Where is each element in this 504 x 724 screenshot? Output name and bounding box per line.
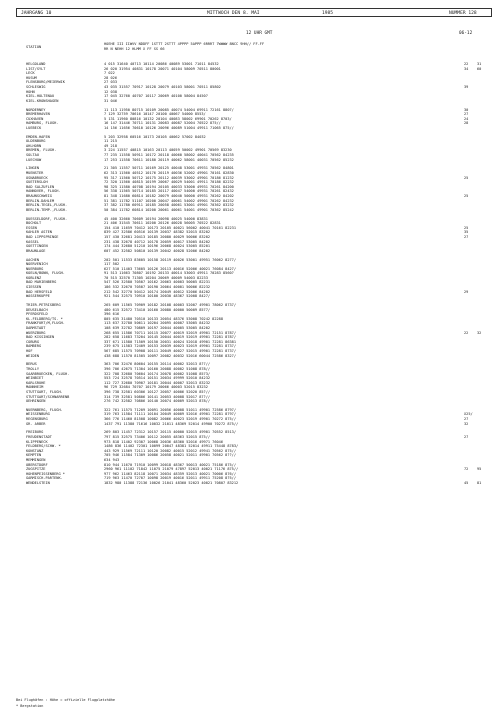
- extra-value-1: 27: [464, 234, 469, 239]
- station-name: MEMMINGEN: [26, 458, 46, 462]
- code-column-header: HOEHE III IIWVV NDDFF 1STTT 2STTT 4PPPP 5APPP 6RRRT 7WWWW 8NCC 9HH// FF-FF: [104, 42, 265, 46]
- station-name: BOCHOLT: [26, 221, 42, 226]
- observation-codes: 70 515 32570 71305 10204 20069 40009 54003 82233: [104, 275, 208, 280]
- station-name: KL.FELDBERG/TS. *: [26, 316, 63, 321]
- observation-codes: 113 637 32780 50611 10204 20095 40007 53005 84232: [104, 321, 211, 326]
- observation-codes: 77 235 11558 50911 10172 20118 40060 58002 40041 70562 84235: [104, 153, 234, 158]
- table-row: [16, 399, 492, 404]
- station-name: WEINBIET: [26, 376, 44, 381]
- station-name: KEMPTEN: [26, 453, 42, 458]
- observation-codes: 56 338 11565 50714 10185 20117 40047 54000 49931 70261 82432: [104, 189, 234, 194]
- extra-value-1: 45: [464, 480, 469, 485]
- station-name: LECK: [26, 71, 35, 76]
- observation-codes: 17 045 32760 40707 10117 20069 40100 58004 8450?: [104, 94, 208, 99]
- extra-value-1: 29: [464, 289, 469, 294]
- table-row: [16, 99, 492, 104]
- observation-codes: 37 382 11780 60911 10185 20058 40061 53001 49901 70362 83232: [104, 203, 234, 208]
- station-name: COBURG: [26, 339, 39, 344]
- observation-codes: 337 671 11580 71509 10150 20031 40024 52018 49901 72281 86381: [104, 339, 236, 344]
- observation-codes: 1832 980 11388 72136 10026 21041 48360 52023 40021 70807 83212: [104, 480, 239, 485]
- station-name: NOERVENICH: [26, 262, 48, 267]
- observation-codes: 117 502: [104, 262, 120, 267]
- station-name: BREMERHAVEN: [26, 112, 50, 117]
- observation-codes: 396 706 42675 71304 10160 20088 40002 51008 878//: [104, 366, 211, 371]
- station-name: HANNOVER, FLUGH.: [26, 189, 61, 194]
- observation-codes: 231 438 32678 40712 10178 20059 40017 53005 84202: [104, 239, 211, 244]
- observation-codes: 157 430 32681 20413 10185 20080 40029 50006 83202: [104, 234, 211, 239]
- observation-codes: 186 532 32670 70507 10190 20064 40001 50006 82232: [104, 285, 211, 290]
- station-group: [16, 166, 492, 212]
- table-row: [16, 481, 492, 486]
- observation-codes: 265 609 11565 70909 10182 20108 40003 52007 49901 78062 8737/: [104, 303, 236, 308]
- station-name: OSNABRUECK: [26, 175, 48, 180]
- station-name: WUERZBURG: [26, 330, 46, 335]
- table-row: [16, 422, 492, 427]
- observation-codes: 805 635 31480 70510 10133 20054 48376 53008 70242 82288: [104, 316, 223, 321]
- station-name: TROLLY: [26, 366, 39, 371]
- observation-codes: 49 218: [104, 143, 117, 148]
- observation-codes: 363 706 32476 80604 10155 20114 40002 52013 8?7//: [104, 362, 211, 367]
- time-range: 06-12: [459, 31, 473, 36]
- observation-codes: 202 501 11533 83605 10158 20119 40026 53001 49951 76062 8277/: [104, 257, 236, 262]
- observation-codes: 322 761 11575 71209 10091 20056 40008 51011 49901 72586 8797/: [104, 407, 236, 412]
- station-name: BAMBERG: [26, 344, 42, 349]
- station-group: [16, 62, 492, 103]
- observation-codes: 480 615 32572 73410 10160 20080 40000 50009 8577/: [104, 307, 211, 312]
- weather-report-page: [16, 8, 492, 714]
- extra-value-1: 34: [464, 66, 469, 71]
- extra-value-2: 31: [477, 62, 482, 66]
- station-name: FREIBURG: [26, 430, 44, 435]
- station-name: KARLSRUHE: [26, 380, 46, 385]
- extra-value-1: 32: [464, 421, 469, 426]
- year-label: 1985: [322, 10, 334, 16]
- extra-value-1: 27: [464, 112, 469, 117]
- station-group: [16, 430, 492, 485]
- station-name: STUTTGART/SCHNARRENB: [26, 394, 70, 399]
- observation-codes: 212 542 32770 50412 10174 20049 40012 52006 84202: [104, 289, 211, 294]
- station-name: WEISSENBURG: [26, 412, 50, 417]
- station-name: NORDERNEY: [26, 107, 46, 112]
- observation-codes: 553 724 32578 70514 10151 20034 49999 52010 84232: [104, 376, 211, 381]
- observation-codes: 282 658 11683 73204 10145 20044 40019 52019 49901 72281 8787/: [104, 335, 236, 340]
- station-name: BERUS: [26, 362, 37, 367]
- observation-codes: 45 400 32660 70609 10194 20098 40025 54000 83831: [104, 216, 208, 221]
- station-name: BREMEN, FLUGH.: [26, 148, 57, 153]
- station-name: BAD KISSINGEN: [26, 335, 55, 340]
- observation-codes: 27 033: [104, 80, 117, 85]
- observation-codes: 627 510 11403 73605 10126 20113 40016 52006 40021 76084 8427/: [104, 266, 236, 271]
- observation-codes: 2960 961 11102 71842 11075 21079 47897 52013 40021 71176 875//: [104, 467, 239, 472]
- date-label: MITTWOCH DEN 8. MAI: [207, 10, 260, 16]
- extra-value-1: 22: [464, 62, 469, 66]
- station-name: GIESSEN: [26, 285, 42, 290]
- station-name: BERLIN-TEMP.,FLUGH.: [26, 207, 68, 212]
- extra-value-1: 39: [464, 84, 469, 89]
- observation-codes: 921 544 32575 70910 10100 20030 48367 52008 8427/: [104, 294, 211, 299]
- observation-codes: 21 305 11557 50711 10169 20125 40048 53001 49931 70562 84801: [104, 166, 234, 171]
- station-name: BAD SALZUFLEN: [26, 184, 55, 189]
- observation-codes: 11 113 11950 80715 10109 20085 40074 54004 69911 72161 8807/: [104, 107, 234, 112]
- station-name: KASSEL: [26, 239, 39, 244]
- station-name: HOF: [26, 348, 33, 353]
- station-name: ZUGSPITZE: [26, 467, 46, 472]
- station-name: SAARBRUECKEN, FLUGH.: [26, 371, 70, 376]
- footnote-height: Bei Flughäfen : Höhe = offizielle Flugplatzhöhe: [16, 698, 116, 702]
- station-name: DEUSELBACH: [26, 307, 48, 312]
- observation-codes: 28 026: [104, 75, 117, 80]
- extra-value-1: 25: [464, 175, 469, 180]
- observation-codes: 11 215: [104, 139, 117, 144]
- observation-codes: 62 313 11560 40512 10176 20119 40036 52002 49901 70161 82830: [104, 171, 234, 176]
- station-name: GR. ARBER: [26, 421, 46, 426]
- observation-codes: 810 944 11670 71910 10099 20018 48367 50013 40021 75186 875//: [104, 462, 236, 467]
- extra-value-1: 27: [464, 417, 469, 422]
- station-name: LINGEN: [26, 166, 39, 171]
- observation-codes: 14 156 11656 70610 10126 20096 40089 51004 49911 71065 875//: [104, 125, 234, 130]
- observation-codes: 719 963 11470 72707 10098 20019 40016 52011 49911 75208 8?5//: [104, 476, 236, 481]
- station-name: LUEBECK: [26, 125, 42, 130]
- station-name: HAMBURG, FLUGH.: [26, 121, 59, 126]
- extra-value-1: 22: [464, 330, 469, 335]
- extra-value-1: 25: [464, 194, 469, 198]
- observation-codes: 96 729 32684 70707 10179 20066 40003 52015 83232: [104, 385, 208, 390]
- observation-codes: 50 384 11782 60814 10200 20061 40061 54001 49901 70362 85242: [104, 207, 234, 212]
- extra-value-2: 81: [477, 480, 482, 485]
- station-name: OLDENBURG: [26, 139, 46, 144]
- station-name: SOLTAU: [26, 153, 39, 158]
- observation-codes: 239 675 11583 72409 10153 20039 40023 52019 49901 72281 8737/: [104, 344, 236, 349]
- observation-codes: 3 224 11557 40815 10163 20113 40059 50002 49901 70569 83230: [104, 148, 232, 153]
- observation-codes: 5 131 11960 80816 10132 20104 40083 58002 69901 70262 8703/: [104, 116, 232, 121]
- observation-codes: 314 739 32581 50806 10141 20053 40008 52017 87?//: [104, 394, 211, 399]
- station-group: [16, 408, 492, 426]
- observation-codes: 567 685 11575 70908 10111 20049 40027 52015 49901 72281 8737/: [104, 348, 236, 353]
- station-name: KOBLENZ: [26, 275, 42, 280]
- issue-number: NUMMER 128: [449, 10, 477, 16]
- station-name: FREUDENSTADT: [26, 435, 52, 440]
- station-name: KONSTANZ: [26, 448, 44, 453]
- station-name: HELGOLAND: [26, 62, 46, 66]
- observation-codes: 1486 836 11402 72301 10099 20047 48381 52014 49911 75448 8783/: [104, 444, 239, 449]
- station-name: CUXHAVEN: [26, 116, 44, 121]
- station-name: GUETERSLOH: [26, 180, 48, 185]
- station-name: TRIER-PETRISBERG: [26, 303, 61, 308]
- table-row: [16, 354, 492, 359]
- station-name: DARMSTADT: [26, 326, 46, 330]
- station-name: GOETTINGEN: [26, 244, 48, 249]
- observation-codes: 26 020 31954 40831 10178 20071 40104 58009 70511 80001: [104, 66, 221, 71]
- station-name: SCHLESWIG: [26, 84, 46, 89]
- station-name: WASSERKUPPE: [26, 294, 50, 299]
- station-name: FLENSBURG/MEIERWIK: [26, 80, 65, 85]
- observation-codes: 269 803 11457 72312 10157 20115 40000 52015 49901 70552 8513/: [104, 430, 236, 435]
- observation-codes: 43 035 31557 70917 10128 20079 40103 58001 70511 85802: [104, 84, 221, 89]
- observation-codes: 547 526 32580 70507 10162 20063 40003 50005 82231: [104, 280, 211, 285]
- station-name: OBERSTDORF: [26, 462, 48, 467]
- station-group: [16, 303, 492, 358]
- observation-codes: 31 046: [104, 98, 117, 103]
- station-name: KLIPPENECK: [26, 439, 48, 444]
- extra-value-1: 28: [464, 121, 469, 126]
- observation-codes: 91 513 11663 70807 10192 20133 40014 53003 49911 70283 8560?: [104, 271, 234, 276]
- station-name: FELDBERG/SCHW. *: [26, 444, 61, 449]
- observation-codes: 17 253 11558 70611 10180 20119 40062 58001 40031 70562 85232: [104, 157, 234, 162]
- station-name: HOHENPEISSENBERG *: [26, 471, 65, 476]
- observation-codes: 839 427 32586 60516 10139 20037 48382 52015 83202: [104, 230, 211, 235]
- observation-codes: 98 325 11580 40708 10194 20105 40033 53000 49931 70261 84200: [104, 184, 234, 189]
- station-name: WEIDEN: [26, 353, 39, 358]
- station-name: MANNHEIM: [26, 385, 44, 390]
- extra-value-1: 35: [464, 230, 469, 235]
- station-group: [16, 258, 492, 299]
- station-name: BRAUNSCHWEIG: [26, 194, 52, 198]
- observation-codes: 276 742 32582 70806 10140 20074 40009 52013 878//: [104, 399, 211, 404]
- observation-codes: 268 655 11586 70711 10115 20077 40019 52019 49901 72151 8787/: [104, 330, 236, 335]
- observation-codes: 7 129 32759 70616 10147 20100 40067 54000 8553/: [104, 112, 206, 117]
- extra-value-1: 30: [464, 107, 469, 112]
- station-name: HOHN: [26, 89, 35, 94]
- observation-codes: 319 763 11584 71111 10104 20049 40009 52016 49901 72281 8797/: [104, 412, 236, 417]
- station-name: BERLIN-TEGEL,FLUGH.: [26, 203, 68, 208]
- extra-value-1: 25: [464, 225, 469, 230]
- observation-codes: 322 708 32680 70604 10174 20078 40002 51008 8573/: [104, 371, 211, 376]
- observation-codes: 51 381 11782 51107 10200 20047 40061 54002 49901 70262 84232: [104, 198, 234, 203]
- observation-codes: 72 320 11560 40815 10199 20067 40029 54001 49911 70186 82232: [104, 180, 234, 185]
- station-name: KIEL-HOLTENAU: [26, 94, 55, 99]
- observation-codes: 797 815 32575 73406 10112 20055 48363 52015 875//: [104, 435, 211, 440]
- volume-label: JAHRGANG 10: [21, 10, 52, 16]
- extra-value-1: 72: [464, 467, 469, 472]
- station-group: [16, 362, 492, 403]
- observation-codes: 973 818 11402 92307 10068 20036 48360 52016 49971 76046: [104, 439, 223, 444]
- footnote-mountain: * Bergstation: [16, 704, 44, 708]
- table-row: [16, 249, 492, 254]
- station-name: KOELN/BONN, FLUGH.: [26, 271, 65, 276]
- table-row: [16, 294, 492, 299]
- observation-codes: 21 406 31545 70611 10200 20126 40028 56005 70522 82831: [104, 221, 221, 226]
- observation-codes: 154 410 11659 70412 10173 20105 40021 56002 40041 70161 82231: [104, 225, 236, 230]
- station-name: NUERBURG: [26, 266, 44, 271]
- table-row: [16, 158, 492, 163]
- observation-codes: 174 444 32680 51210 10196 20068 40024 53005 85201: [104, 244, 211, 249]
- observation-codes: 396 616: [104, 312, 120, 317]
- station-name: KIEL-KRONSHAGEN: [26, 98, 59, 103]
- table-row: [16, 208, 492, 213]
- extra-value-2: 95: [477, 467, 482, 472]
- observation-codes: 108 639 32782 70809 10197 20044 40005 53005 84202: [104, 326, 211, 330]
- station-name: LUECHOW: [26, 157, 42, 162]
- extra-value-2: 32: [477, 330, 482, 335]
- observation-codes: 16 147 31446 70711 10131 20083 40087 52004 70522 875//: [104, 121, 221, 126]
- extra-value-1: X25/: [464, 412, 473, 417]
- station-name: PFERDSFELD: [26, 312, 48, 317]
- observation-codes: 366 776 11460 81508 10082 20066 40023 52019 49901 70272 875//: [104, 417, 236, 422]
- station-name: DUESSELDORF, FLUGH.: [26, 216, 68, 221]
- extra-value-1: 27: [464, 435, 469, 440]
- station-name: MUENSTER: [26, 171, 44, 176]
- station-name: NUERNBERG, FLUGH.: [26, 407, 63, 412]
- observation-codes: 443 929 11569 72111 10120 20082 40015 52012 49941 70562 875//: [104, 448, 236, 453]
- station-group: [16, 108, 492, 131]
- code-column-subheader: RR N NEHH 12 HLMM X FF SS 66: [104, 47, 165, 51]
- station-name: WENDELSTEIN: [26, 480, 50, 485]
- station-name: FRANKFURT/M,FLUGH.: [26, 321, 65, 326]
- station-name: BAD MARIENBERG: [26, 280, 57, 285]
- observation-codes: 5 203 32958 60516 10173 20105 40062 57002 84032: [104, 134, 206, 139]
- report-header: [16, 8, 492, 17]
- observation-codes: 634 943: [104, 458, 120, 462]
- extra-value-1: 24: [464, 116, 469, 121]
- station-name: BAD HERSFELD: [26, 289, 52, 294]
- observation-codes: 705 946 11584 71309 10086 20058 40021 52011 49901 70562 8??//: [104, 453, 236, 458]
- station-name: STUTTGART, FLUGH.: [26, 389, 63, 394]
- station-name: KAHLER ASTEN: [26, 230, 52, 235]
- observation-codes: 607 452 32582 50810 10139 20042 40028 52006 84202: [104, 248, 211, 253]
- station-name: OEHRINGEN: [26, 399, 46, 404]
- station-name: HUSUM: [26, 75, 37, 80]
- station-group: [16, 135, 492, 163]
- station-name: ESSEN: [26, 225, 37, 230]
- station-name: BERLIN-DAHLEM: [26, 198, 55, 203]
- observation-codes: 81 348 11680 60814 10182 20079 40040 50000 49931 70262 84202: [104, 194, 234, 198]
- observation-codes: 977 962 11463 82118 10071 20034 48359 52013 40021 70006 876//: [104, 471, 236, 476]
- station-name: AHLHORN: [26, 143, 42, 148]
- station-name: LIST/SYLT: [26, 66, 46, 71]
- observation-time: 12 UHR GMT: [246, 31, 273, 36]
- station-name: REGENSBURG: [26, 417, 48, 422]
- observation-codes: 7 022: [104, 71, 115, 76]
- observation-codes: 1437 791 11380 71616 10032 21011 48369 52014 49900 70272 875//: [104, 421, 239, 426]
- station-name: GARMISCH-PARTENK.: [26, 476, 63, 481]
- station-name: EMDEN-HAFEN: [26, 134, 50, 139]
- observation-codes: 95 317 11560 50712 10175 20112 40039 53002 49901 70186 81232: [104, 175, 234, 180]
- observation-codes: 396 738 32581 60306 10127 20057 40006 52020 85?//: [104, 389, 211, 394]
- station-group: [16, 217, 492, 254]
- station-column-header: STATION: [26, 45, 42, 49]
- observation-codes: 438 688 11570 81505 10097 20082 40032 52016 60044 72586 8327/: [104, 353, 236, 358]
- station-name: AACHEN: [26, 257, 39, 262]
- extra-value-2: 60: [477, 66, 482, 71]
- station-name: BAD LIPPSPRINGE: [26, 234, 59, 239]
- table-row: [16, 126, 492, 131]
- station-name: BRAUNLAGE: [26, 248, 46, 253]
- station-table: [16, 62, 492, 490]
- observation-codes: 112 727 32680 70907 10181 20044 40007 52013 83232: [104, 380, 211, 385]
- observation-codes: 4 015 31640 40713 10114 20086 40089 53001 71011 84532: [104, 62, 219, 66]
- observation-codes: 12 038: [104, 89, 117, 94]
